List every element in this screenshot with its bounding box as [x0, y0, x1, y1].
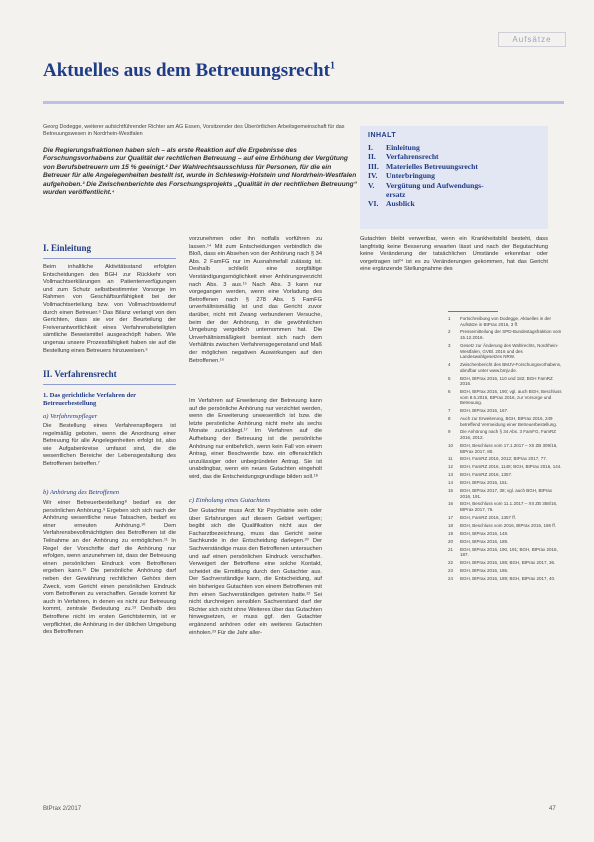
- footnote-number: 22: [448, 560, 454, 566]
- toc-label: Unterbringung: [386, 171, 435, 181]
- lead-paragraph: Die Regierungsfraktionen haben sich – als erste Reaktion auf die Ergebnisse des Forschungsvorhabens zur Qualität der rechtlichen Betreuung – auf eine Erhöhung der Vergütung von Berufsbetreuern um 15 % geeinigt.² Der Wahlrechtsausschluss für Personen, für die ein Betreuer für alle Angelegenheiten bestellt ist, wurde in Schleswig-Holstein und Nordrhein-Westfalen aufgehoben.³ Die Zwischenberichte des Forschungsprojekts „Qualität in der rechtlichen Betreuung“ wurden veröffentlicht.⁴: [43, 147, 357, 197]
- toc-label: Einleitung: [386, 143, 420, 152]
- footnote: [448, 480, 564, 486]
- toc-num: II.: [368, 152, 376, 162]
- toc-item-continuation: [368, 190, 540, 199]
- subsubsection-heading: b) Anhörung des Betroffenen: [43, 489, 119, 496]
- toc-label: Verfahrensrecht: [386, 152, 439, 162]
- column-3-paragraph-1: [360, 236, 548, 274]
- column-2-paragraph-1: [189, 236, 322, 365]
- paragraph: Die Bestellung eines Verfahrenspflegers ist regelmäßig geboten, wenn die Anordnung einer Betreuung für alle Angelegenheiten erfolgt ist, also wie Aufgabenkreise umfasst sind, die die wesentlichen Bereiche der Lebensgestaltung des Betroffenen betreffen.⁷: [43, 423, 176, 467]
- toc-num: V.: [368, 180, 375, 190]
- paragraph: Im Verfahren auf Erweiterung der Betreuung kann auf die persönliche Anhörung nur verzichtet werden, wenn die Erweiterung unwesentlich ist bzw. die letzte persönliche Anhörung nicht mehr als sechs Monate zurückliegt.¹⁷ Im Verfahren auf die Aufhebung der Betreuung ist die persönliche Anhörung nur entbehrlich, wenn kein Fall von einem Antrag, einer Beschwerde bzw. ein offensichtlich unzulässiger oder unbegründeter Antrag. Sie ist unabdingbar, wenn ein neues Gutachten eingeholt wird, das die Entscheidungsgrundlage bilden soll.¹⁸: [189, 398, 322, 480]
- footer-journal: BtPrax 2/2017: [43, 806, 82, 812]
- footnote-text: BGH, FamRZ 2016, 2012; BtPrax 2017, 77.: [460, 456, 548, 462]
- footnote: [448, 472, 564, 478]
- title-footnote-marker: 1: [329, 60, 335, 72]
- footnote-text: BGH, BtPrax 2016, 151.: [460, 480, 509, 486]
- column-2-paragraph-2: [189, 398, 322, 482]
- toc-item[interactable]: [368, 152, 540, 161]
- subsubsection-heading: a) Verfahrenspfleger: [43, 413, 98, 420]
- toc-item[interactable]: [368, 162, 540, 171]
- footnote: [448, 343, 564, 360]
- footnote-text: BGH, BtPrax 2016, 167.: [460, 408, 509, 414]
- footnote-number: 20: [448, 538, 454, 544]
- section-heading-einleitung: I. Einleitung: [43, 243, 92, 253]
- footnote-text: BGH, BtPrax 2016, 189; BGH, BtPrax 2017, 40.: [460, 575, 556, 581]
- paragraph: vorzunehmen oder ihn notfalls vorführen zu lassen.¹⁴ Mit zum Entscheidungen verbindlich die Bloß, dass ein Absehen von der Anhörung nach § 34 Abs. 2 FamFG nur im Ausnahmefall zulässig ist. Deshalb schließt eine sorgfältige Verständigungsmöglichkeit einer Anhörungsverzicht nach Abs. 3 aus.¹⁵ Nach Abs. 3 kann nur vorgegangen werden, wenn eine Vorladung des Betroffenen nach § 278 Abs. 5 FamFG unverhältnismäßig ist und das Gericht zuvor darüber, nicht mit Zwang verbundenen Versuche, beim der der Anhörung, in die gewöhnlichen Umgebung vergeblich unternommen hat. Die Unverhältnismäßigkeit bemisst sich nach dem Verhältnis zwischen Verfahrensgegenstand und Maß der möglichen negativen Auswirkungen auf den Betroffenen.¹⁶: [189, 236, 322, 364]
- footnote-number: 7: [448, 408, 451, 414]
- footnote: [448, 523, 564, 529]
- footnote: [448, 464, 564, 470]
- footnote-text: BGH, BtPrax 2016, 110 und 182; BGH FamRZ 2016.: [460, 375, 553, 387]
- paragraph: Beim inhaltliche Aktivitätsstand erfolgten Entscheidungen des BGH zur Rückkehr von Vollmachtserklärungen an Patientenverfügungen und zum Schutz selbstbestimmter Vorsorge im Rahmen von Geschäftsunfähigkeit bei der Vollmachtserteilung bzw. von Vollmachtswiderruf durch einen Betreuer.⁵ Das Bilanz verlangt von den Gerichten, dass sie vor der Beurteilung der Freiverantwortlichkeit eines Verfahrensbeteiligten sämtliche Beweismittel ausgeschöpft haben. Wie ungenau unsere Prozessfähigkeit haben sie auf die Bestellung eines Betreuers hinzuweisen.⁶: [43, 264, 176, 354]
- paragraph: Der Gutachter muss Arzt für Psychiatrie sein oder über Erfahrungen auf diesem Gebiet verfügen; begibt sich die Qualifikation nicht aus der Facharztbezeichnung, muss das Gericht seine Sachkunde in der Entscheidung darlegen.²⁰ Der Sachverständige muss den Betroffenen untersuchen und auf einen persönlichen Eindruck verschaffen. Verweigert der Betroffene eine solche Kontakt, scheidet die Ermittlung durch den Gutachter aus. Der Sachverständige kann, die Entscheidung, auf ein bisheriges Gutachten von einem Betroffenen mit ihm einen Sachverständigen getreten hatte.²² Sei nicht durchreigen sensiblen Sachverstand darf der Richter sich nicht ohne Weiteres über das Gutachten hinwegsetzen, er muss ggf. den Gutachter ergänzend anhören oder ein weiteres Gutachten einholen.²³ Für die Jahr aller-: [189, 508, 322, 636]
- footnote-text: Auch zur Erweiterung, BGH, BtPrax 2016, 249 betreffend Vermeidung einer Betreuerbestellung.: [460, 415, 557, 427]
- toc-heading: INHALT: [368, 132, 397, 139]
- footnote-number: 21: [448, 546, 454, 552]
- toc-item[interactable]: [368, 143, 540, 152]
- paragraph: Gutachten bleibt verwertbar, wenn ein Krankheitsbild besteht, dass langfristig keine Besserung erwarten lässt und nach der Begutachtung keine Veränderung der tatsächlichen Umstände erkennbar oder vorgetragen ist²⁴ ist es zu Veränderungen gekommen, hat das Gericht eine ergänzende Stellungnahme des: [360, 236, 548, 273]
- footnote-number: 3: [448, 342, 451, 348]
- footnote-number: 23: [448, 567, 454, 573]
- footnote: [448, 416, 564, 427]
- paragraph: Wir einer Betreuerbestellung⁸ bedarf es der persönlichen Anhörung.⁹ Ergeben sich sich nach der Anhörung wesentliche neue Tatsachen, bedarf es einer erneuten Anhörung.¹⁰ Dem Verfahrensbevollmächtigten des Betroffenen ist die Teilnahme an der Anhörung zu ermöglichen.¹¹ In Regel der Vorschrifte darf die Anhörung nur erfolgen, wenn anzunehmen ist, dass der Betreuung einen persönlichen Eindruck vom Betroffenen ergeben kann.¹² Die persönliche Anhörung darf neben der Gewährung rechtlichen Gehörs dem Zweck, vom Gericht einen persönlichen Eindruck vom Betroffenen zu verschaffen. Gerade kommt für auch in Verfahren, in denen es nicht zur Betreuung kommt, zentrale Bedeutung zu.¹³ Deshalb des Betroffene nicht im ersten Gerichtstermin, ist er verpflichtet, die Anhörung in der üblichen Umgebung des Betroffenen: [43, 500, 176, 636]
- footnote-text: Zwischenbericht des BMJV-Forschungsvorhabens, abrufbar unter www.bmjv.de.: [460, 362, 562, 373]
- toc-num: I.: [368, 143, 373, 152]
- footnote-text: BGH, FamRZ 2016, 1357.: [460, 472, 513, 478]
- section-heading-verfahrensrecht: II. Verfahrensrecht: [43, 369, 117, 379]
- footnote-text: BGH, BtPrax 2017, 38; vgl. auch BGH, BtPrax 2016, 191.: [460, 488, 553, 499]
- footnote-text: Pressemitteilung der SPD-Bundestagsfraktion vom 15.12.2016.: [460, 329, 562, 341]
- footnote-number: 24: [448, 575, 454, 581]
- footnote: [448, 576, 564, 582]
- toc-num: [368, 190, 386, 199]
- footnote-text: BGH, BtPrax 2016, 190, 191; BGH, BtPrax 2016, 187.: [460, 546, 558, 558]
- toc-num: III.: [368, 161, 379, 171]
- footnote-text: BGH, BtPrax 2016, 186.: [460, 567, 509, 573]
- title-text: Aktuelles aus dem Betreuungsrecht: [43, 60, 330, 81]
- footnote: [448, 547, 564, 558]
- footnote: [448, 429, 564, 440]
- footnote-number: 4: [448, 362, 451, 368]
- section-rule: [43, 258, 176, 259]
- footnotes: [448, 316, 564, 584]
- footnote-number: 5: [448, 375, 451, 381]
- footnote-number: 2: [448, 329, 451, 335]
- article-title: [43, 60, 335, 82]
- footnote: [448, 568, 564, 574]
- footnote-number: 10: [448, 442, 454, 448]
- footnote-number: 13: [448, 472, 454, 478]
- toc-label: Vergütung und Aufwendungs-: [386, 180, 484, 190]
- footnote: [448, 362, 564, 373]
- column-1-paragraph-2: [43, 423, 176, 469]
- footnote-text: Die Anhörung nach § 34 Abs. 3 FamFG, FamRZ 2016, 2012.: [460, 429, 557, 441]
- page-number: 47: [549, 806, 556, 812]
- footnote-text: BGH, Beschluss vom 2016, BtPrax 2016, 186 ff.: [460, 522, 556, 528]
- footnote-number: 15: [448, 488, 454, 493]
- footnote: [448, 408, 564, 414]
- footnote-number: 19: [448, 530, 454, 536]
- footnote-text: Fortschreibung von Dodegge, Aktuelles in der Aufsätze in BtPrax 2016, 3 ff.: [460, 316, 552, 327]
- footnote-text: BGH, FamRZ 2016, 1148; BGH, BtPrax 2016, 144.: [460, 464, 562, 470]
- title-rule: [43, 101, 564, 104]
- footnote-text: BGH, BtPrax 2016, 189.: [460, 538, 509, 544]
- footnote: [448, 389, 564, 406]
- toc-label: Ausblick: [386, 199, 415, 209]
- toc-item[interactable]: [368, 171, 540, 180]
- column-2-paragraph-3: [189, 508, 322, 782]
- footnote-rule: [448, 311, 498, 312]
- section-rule: [43, 384, 176, 385]
- toc-item[interactable]: [368, 181, 540, 190]
- footnote: [448, 560, 564, 566]
- toc-label: Materielles Betreuungsrecht: [386, 161, 478, 171]
- footnote: [448, 531, 564, 537]
- footnote: [448, 501, 564, 512]
- footnote-number: 1: [448, 316, 451, 321]
- footnote-text: BGH, BtPrax 2016, 190; vgl. auch BGH, Beschluss vom 8.6.2016, BtPrax 2016, zur Vorsorge und Betreuung.: [460, 389, 562, 406]
- column-1-paragraph-1: [43, 264, 176, 355]
- column-1-paragraph-3: [43, 500, 176, 782]
- subsubsection-heading: c) Einholung eines Gutachtens: [189, 497, 271, 504]
- toc-num: IV.: [368, 171, 378, 181]
- footnote: [448, 456, 564, 462]
- subsection-heading: 1. Das gerichtliche Verfahren der Betreuerbestellung: [43, 392, 136, 407]
- footnote: [448, 329, 564, 340]
- footnote-number: 12: [448, 464, 454, 470]
- footnote-number: 8: [448, 415, 451, 421]
- footnote-text: BGH, BtPrax 2016, 148.: [460, 530, 509, 536]
- footnote: [448, 515, 564, 521]
- footnote-number: 14: [448, 480, 454, 486]
- footnote-number: 9: [448, 429, 451, 435]
- author-line: Georg Dodegge, weiterer aufsichtführender Richter am AG Essen, Vorsitzender des Überörtlichen Arbeitsgemeinschaft für das Betreuungswesen in Nordrhein-Westfalen: [43, 124, 345, 137]
- running-head: Aufsätze: [498, 32, 566, 47]
- footnote-number: 17: [448, 514, 454, 520]
- footnote-text: Gesetz zur Änderung des Wahlrechts, Nordrhein-Westfalen, GVBl. 2016 und des Landeswahlgesetzes NRW.: [460, 342, 559, 360]
- toc-num: VI.: [368, 199, 379, 209]
- footnote: [448, 488, 564, 499]
- footnote-text: BGH, Beschluss vom 11.1.2017 – XII ZB 358/16, BtPrax 2017, 76.: [460, 501, 558, 513]
- footnote: [448, 539, 564, 545]
- footnote: [448, 443, 564, 454]
- footnote-text: BGH, FamRZ 2016, 1357 ff.: [460, 514, 516, 520]
- footnote-text: BGH, Beschluss vom 17.1.2017 – XII ZB 309/16, BtPrax 2017, 80.: [460, 442, 558, 454]
- footnote: [448, 316, 564, 327]
- footnote: [448, 376, 564, 387]
- footnote-number: 18: [448, 522, 454, 528]
- footnote-number: 11: [448, 456, 453, 462]
- toc-item[interactable]: [368, 199, 540, 208]
- footnote-text: BGH, BtPrax 2016, 188; BGH, BtPrax 2017, 36.: [460, 560, 556, 566]
- footnote-number: 16: [448, 501, 454, 507]
- toc-label: ersatz: [386, 190, 406, 200]
- footnote-number: 6: [448, 389, 451, 395]
- table-of-contents: [360, 126, 548, 229]
